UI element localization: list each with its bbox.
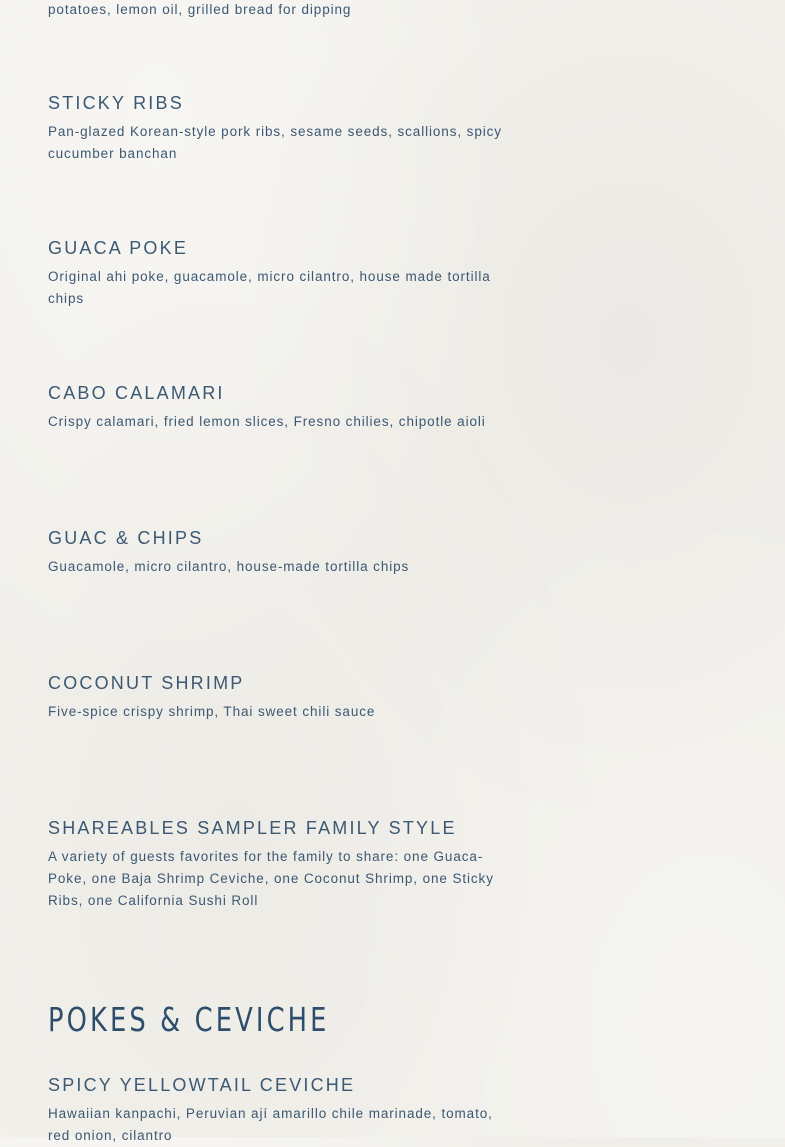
item-description: Pan-glazed Korean-style pork ribs, sesame seeds, scallions, spicy cucumber banchan <box>48 124 502 161</box>
item-description: Guacamole, micro cilantro, house-made tortilla chips <box>48 559 410 574</box>
menu-item-guac-chips <box>48 527 518 578</box>
item-name: SHAREABLES SAMPLER FAMILY STYLE <box>48 818 457 838</box>
item-description: Original ahi poke, guacamole, micro cilantro, house made tortilla chips <box>48 269 491 306</box>
menu-item-coconut-shrimp <box>48 672 518 723</box>
item-description: Five-spice crispy shrimp, Thai sweet chili sauce <box>48 704 376 719</box>
section-title-pokes-ceviche: POKES & CEVICHE <box>48 1000 330 1039</box>
item-name: CABO CALAMARI <box>48 383 225 403</box>
item-name: STICKY RIBS <box>48 93 184 113</box>
menu-item-shareables-sampler <box>48 817 518 912</box>
item-name: GUAC & CHIPS <box>48 528 204 548</box>
item-description: Crispy calamari, fried lemon slices, Fresno chilies, chipotle aioli <box>48 414 486 429</box>
menu-item-cabo-calamari <box>48 382 518 433</box>
menu-item-spicy-yellowtail-ceviche <box>48 1074 518 1147</box>
menu-item-sticky-ribs <box>48 92 518 165</box>
menu-item-guaca-poke <box>48 237 518 310</box>
item-name: SPICY YELLOWTAIL CEVICHE <box>48 1075 356 1095</box>
item-description: A variety of guests favorites for the family to share: one Guaca-Poke, one Baja Shrimp Ceviche, one Coconut Shrimp, one Sticky Ribs, one California Sushi Roll <box>48 849 494 908</box>
item-name: COCONUT SHRIMP <box>48 673 245 693</box>
item-description-partial: potatoes, lemon oil, grilled bread for dipping <box>48 2 352 17</box>
item-name: GUACA POKE <box>48 238 189 258</box>
item-description: Hawaiian kanpachi, Peruvian ají amarillo chile marinade, tomato, red onion, cilantro <box>48 1106 493 1143</box>
